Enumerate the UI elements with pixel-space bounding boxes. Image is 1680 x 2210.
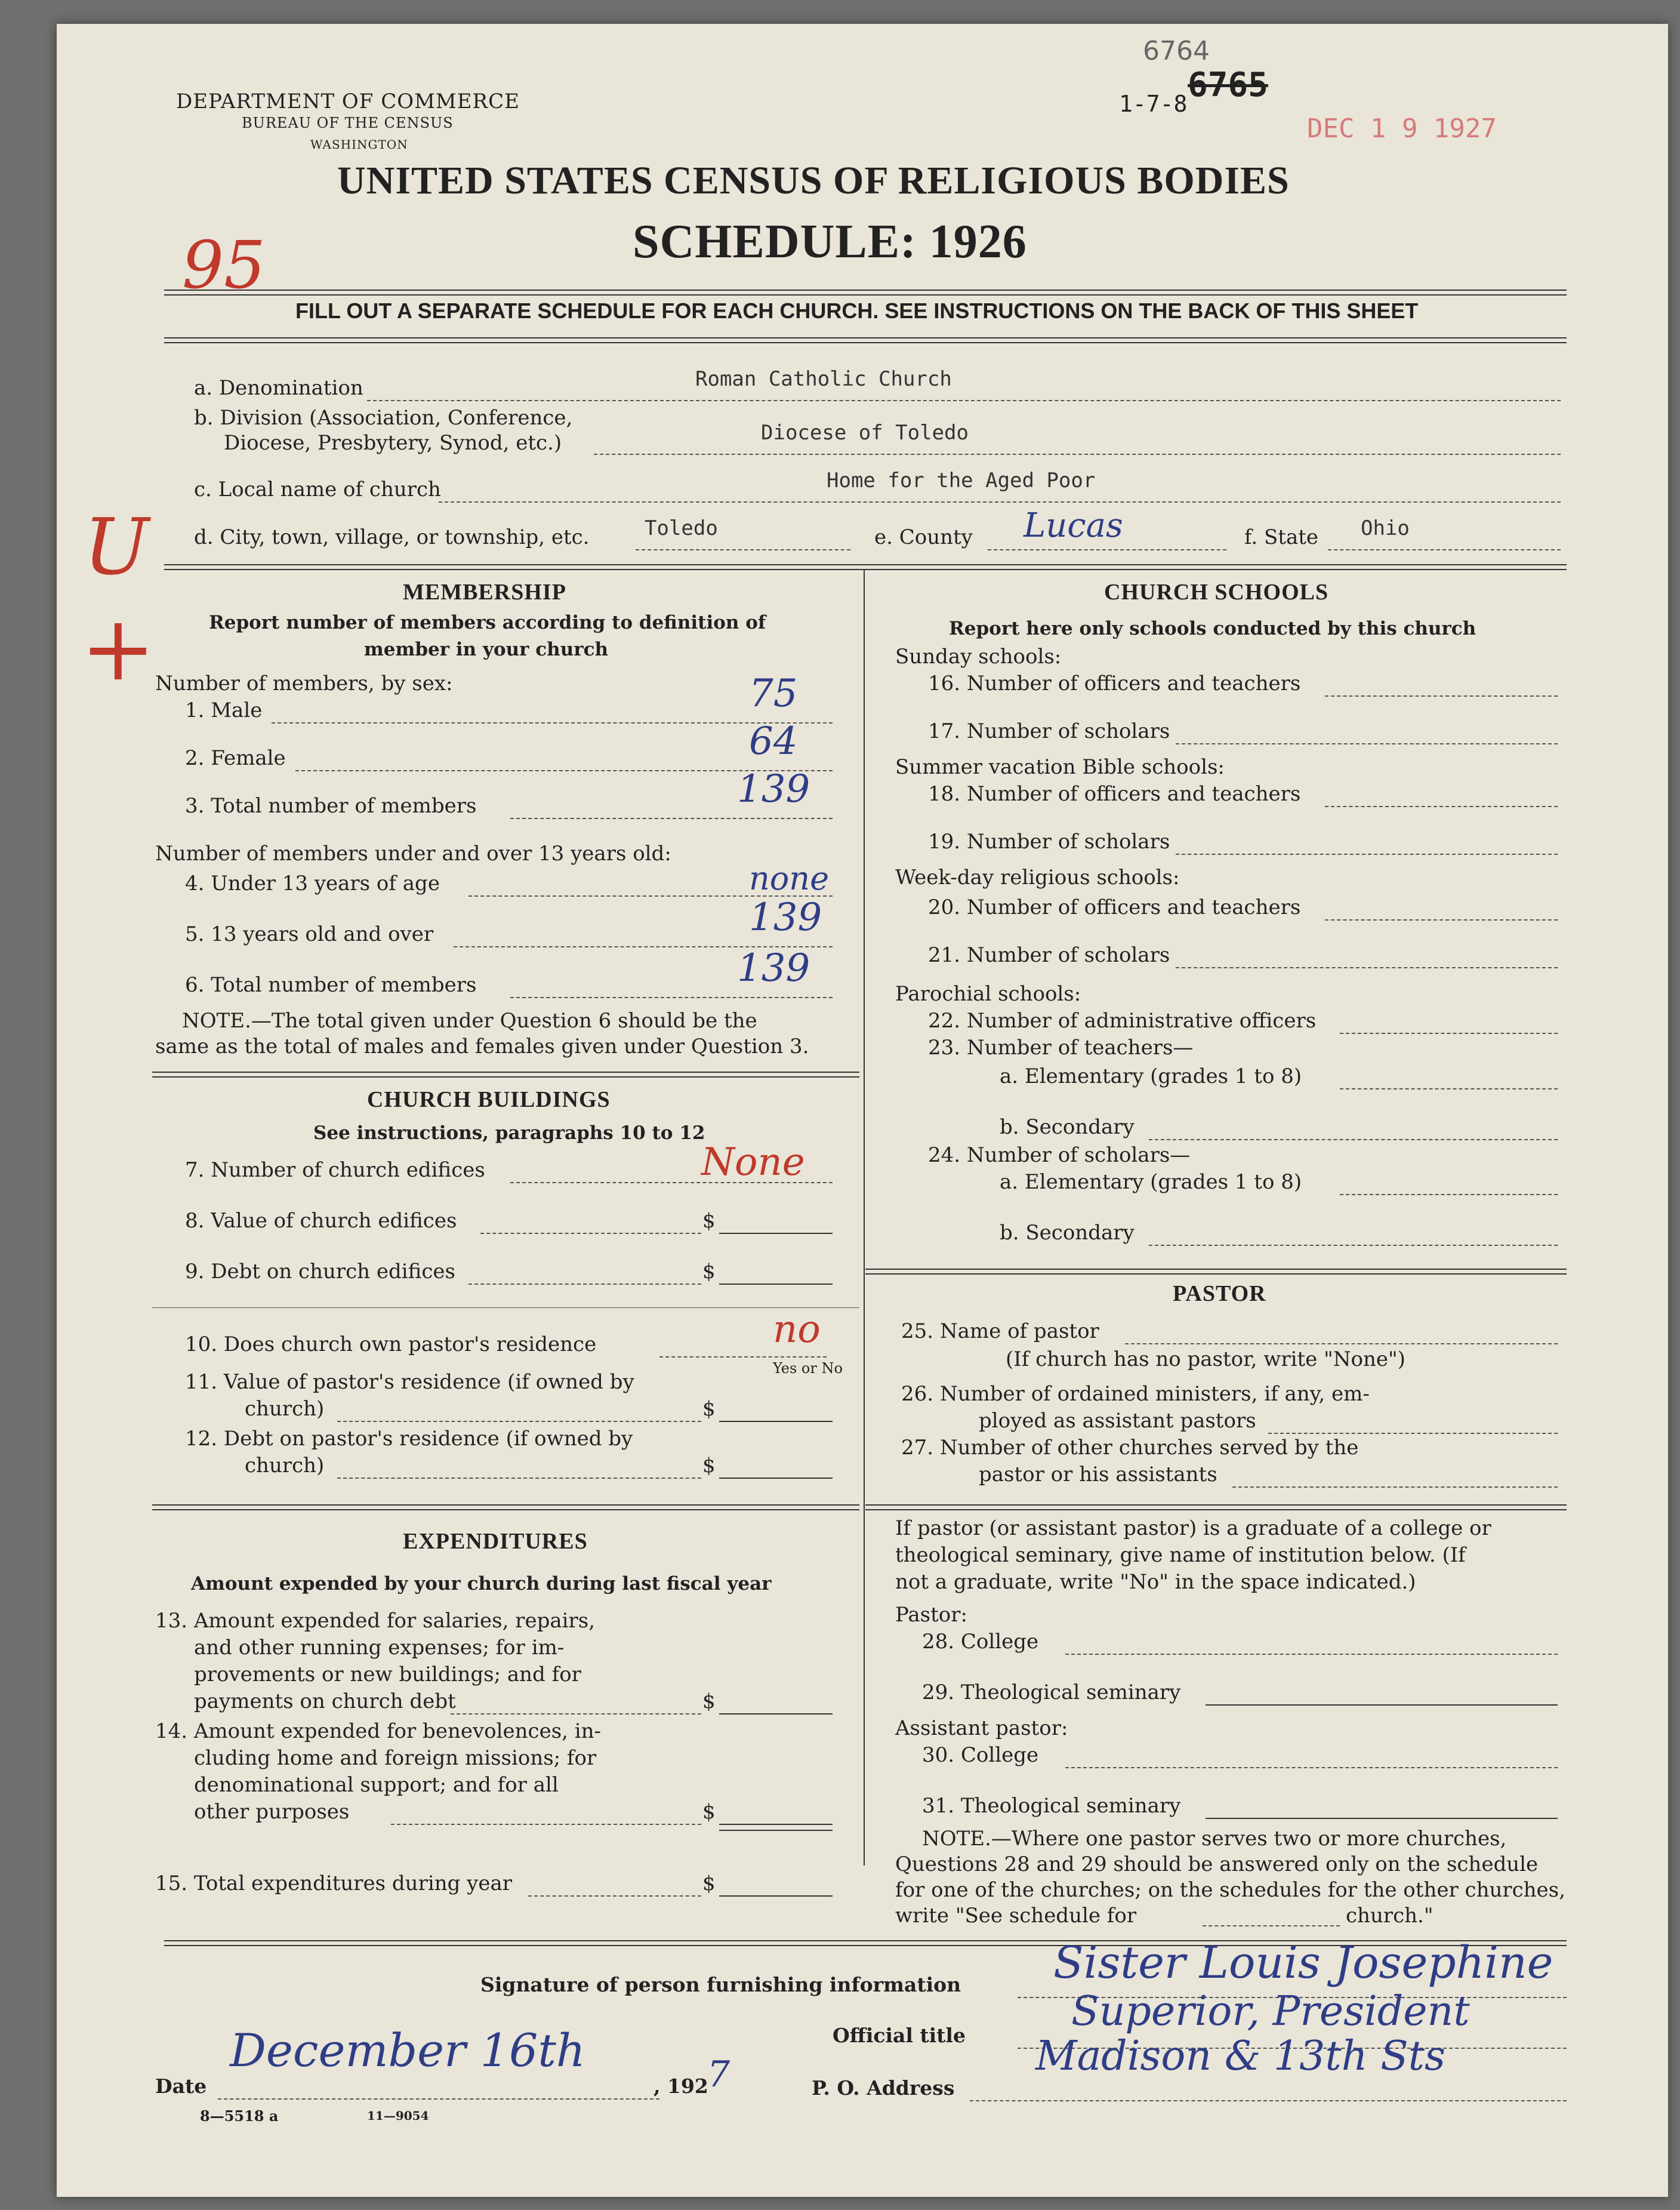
printed-number: 6765 (1188, 66, 1268, 104)
form-title: UNITED STATES CENSUS OF RELIGIOUS BODIES (337, 159, 1290, 202)
year-value[interactable]: 7 (707, 2054, 730, 2095)
q12-label-1: 12. Debt on pastor's residence (if owned by (185, 1427, 633, 1451)
county-value[interactable]: Lucas (1024, 506, 1123, 545)
local-name-value[interactable]: Home for the Aged Poor (827, 469, 1096, 493)
form-code: 1-7-8 (1119, 91, 1188, 117)
q13-label-1: 13. Amount expended for salaries, repairs, (155, 1609, 596, 1633)
q15-dollar: $ (702, 1872, 716, 1895)
q27-label-2: pastor or his assistants (979, 1463, 1217, 1486)
instruction-line: FILL OUT A SEPARATE SCHEDULE FOR EACH CHURCH. SEE INSTRUCTIONS ON THE BACK OF THIS SHEET (295, 298, 1419, 323)
q1-label: 1. Male (185, 698, 263, 722)
schools-subtitle: Report here only schools conducted by this church (949, 618, 1476, 639)
q3-label: 3. Total number of members (185, 794, 477, 818)
q25-label: 25. Name of pastor (901, 1319, 1099, 1343)
pastor-label: Pastor: (895, 1603, 967, 1627)
bureau-name: BUREAU OF THE CENSUS (242, 115, 454, 131)
q6-label: 6. Total number of members (185, 973, 477, 997)
q20-label: 20. Number of officers and teachers (928, 895, 1301, 919)
sunday-label: Sunday schools: (895, 645, 1062, 669)
weekday-label: Week-day religious schools: (895, 866, 1180, 889)
date-value[interactable]: December 16th (230, 2024, 585, 2077)
date-label: Date (155, 2074, 207, 2098)
q25-note: (If church has no pastor, write "None") (1006, 1347, 1405, 1371)
pastor-title: PASTOR (1173, 1281, 1266, 1306)
city-value[interactable]: Toledo (645, 516, 718, 540)
graduate-note-2: theological seminary, give name of institution below. (If (895, 1543, 1466, 1567)
q18-label: 18. Number of officers and teachers (928, 782, 1301, 806)
instruction-rule (164, 337, 1567, 343)
q17-label: 17. Number of scholars (928, 719, 1170, 743)
address-label: P. O. Address (812, 2076, 955, 2100)
schedule-year: SCHEDULE: 1926 (633, 216, 1027, 268)
q22-label: 22. Number of administrative officers (928, 1009, 1317, 1033)
pastor-note-3: for one of the churches; on the schedules for the other churches, (895, 1878, 1565, 1902)
yes-or-no-hint: Yes or No (773, 1360, 843, 1377)
signature-value[interactable]: Sister Louis Josephine (1053, 1937, 1553, 1989)
q14-dollar: $ (702, 1800, 716, 1824)
expenditures-subtitle: Amount expended by your church during last fiscal year (191, 1573, 772, 1595)
official-title-value[interactable]: Superior, President (1071, 1988, 1470, 2035)
membership-subtitle-2: member in your church (364, 639, 609, 660)
q19-label: 19. Number of scholars (928, 830, 1170, 854)
county-label: e. County (874, 525, 973, 549)
q26-label-2: ployed as assistant pastors (979, 1409, 1256, 1433)
q29-label: 29. Theological seminary (922, 1680, 1181, 1704)
q4-value[interactable]: none (749, 860, 830, 897)
q24a-label: a. Elementary (grades 1 to 8) (1000, 1170, 1302, 1194)
membership-title: MEMBERSHIP (403, 580, 566, 605)
q5-value[interactable]: 139 (749, 895, 822, 940)
parochial-label: Parochial schools: (895, 982, 1081, 1006)
q27-label-1: 27. Number of other churches served by the (901, 1436, 1359, 1460)
q26-label-1: 26. Number of ordained ministers, if any, em- (901, 1382, 1370, 1406)
q2-label: 2. Female (185, 746, 286, 770)
q21-label: 21. Number of scholars (928, 943, 1170, 967)
q24-label: 24. Number of scholars— (928, 1143, 1191, 1167)
q4-label: 4. Under 13 years of age (185, 872, 440, 895)
membership-note-2: same as the total of males and females given under Question 3. (155, 1035, 809, 1058)
q14-label-4: other purposes (194, 1800, 350, 1824)
expenditures-title: EXPENDITURES (403, 1529, 588, 1554)
city-name: WASHINGTON (310, 137, 408, 152)
denomination-value[interactable]: Roman Catholic Church (695, 367, 952, 391)
q31-label: 31. Theological seminary (922, 1794, 1181, 1818)
q10-label: 10. Does church own pastor's residence (185, 1332, 597, 1356)
q28-label: 28. College (922, 1630, 1039, 1654)
department-name: DEPARTMENT OF COMMERCE (176, 90, 520, 113)
q24b-label: b. Secondary (1000, 1221, 1135, 1245)
q11-label-1: 11. Value of pastor's residence (if owned by (185, 1370, 634, 1394)
membership-subtitle-1: Report number of members according to definition of (209, 612, 766, 633)
census-schedule-sheet (57, 24, 1668, 2197)
q2-value[interactable]: 64 (749, 719, 798, 764)
state-label: f. State (1244, 525, 1318, 549)
state-value[interactable]: Ohio (1361, 516, 1410, 540)
q12-label-2: church) (245, 1454, 325, 1478)
by-age-label: Number of members under and over 13 years old: (155, 842, 671, 866)
q14-label-2: cluding home and foreign missions; for (194, 1746, 597, 1770)
buildings-title: CHURCH BUILDINGS (367, 1087, 611, 1112)
buildings-subtitle: See instructions, paragraphs 10 to 12 (313, 1122, 705, 1144)
q14-label-3: denominational support; and for all (194, 1773, 559, 1797)
division-value[interactable]: Diocese of Toledo (761, 421, 969, 445)
q11-dollar: $ (702, 1397, 716, 1421)
q13-dollar: $ (702, 1689, 716, 1713)
q3-value[interactable]: 139 (737, 767, 810, 811)
q6-value[interactable]: 139 (737, 946, 810, 990)
q13-label-3: provements or new buildings; and for (194, 1663, 581, 1686)
form-code-2: 11—9054 (367, 2109, 429, 2123)
q13-label-2: and other running expenses; for im- (194, 1636, 565, 1660)
q15-label: 15. Total expenditures during year (155, 1872, 513, 1895)
received-stamp: DEC 1 9 1927 (1307, 113, 1497, 144)
q8-dollar: $ (702, 1209, 716, 1233)
address-value[interactable]: Madison & 13th Sts (1035, 2033, 1445, 2080)
pastor-note-4: write "See schedule for (895, 1904, 1137, 1928)
graduate-note-3: not a graduate, write "No" in the space indicated.) (895, 1570, 1416, 1594)
pastor-note-2: Questions 28 and 29 should be answered only on the schedule (895, 1852, 1539, 1876)
graduate-note-1: If pastor (or assistant pastor) is a graduate of a college or (895, 1516, 1491, 1540)
margin-number: 95 (182, 227, 266, 303)
pastor-note-5: church." (1346, 1904, 1434, 1928)
q9-label: 9. Debt on church edifices (185, 1260, 455, 1283)
form-code-1: 8—5518 a (200, 2107, 279, 2125)
q13-label-4: payments on church debt (194, 1689, 456, 1713)
q14-label-1: 14. Amount expended for benevolences, in- (155, 1719, 602, 1743)
q12-dollar: $ (702, 1454, 716, 1478)
official-title-label: Official title (833, 2024, 966, 2047)
margin-plus: + (81, 597, 156, 701)
assistant-pastor-label: Assistant pastor: (895, 1716, 1068, 1740)
year-prefix: , 192 (653, 2074, 708, 2098)
by-sex-label: Number of members, by sex: (155, 672, 453, 695)
q5-label: 5. 13 years old and over (185, 922, 434, 946)
local-name-label: c. Local name of church (194, 478, 441, 501)
column-divider (864, 570, 865, 1866)
q23b-label: b. Secondary (1000, 1115, 1135, 1139)
q30-label: 30. College (922, 1743, 1039, 1767)
q23a-label: a. Elementary (grades 1 to 8) (1000, 1064, 1302, 1088)
signature-label: Signature of person furnishing information (480, 1973, 961, 1996)
header-rule (164, 290, 1567, 296)
city-label: d. City, town, village, or township, etc. (194, 525, 590, 549)
denomination-label: a. Denomination (194, 376, 363, 400)
q7-value[interactable]: None (701, 1140, 805, 1184)
q11-label-2: church) (245, 1397, 325, 1421)
division-label-2: Diocese, Presbytery, Synod, etc.) (224, 431, 562, 455)
q23-label: 23. Number of teachers— (928, 1036, 1194, 1060)
handwritten-number: 6764 (1143, 36, 1210, 66)
pastor-note-1: NOTE.—Where one pastor serves two or more churches, (922, 1827, 1507, 1851)
membership-note-1: NOTE.—The total given under Question 6 should be the (182, 1009, 757, 1033)
schools-title: CHURCH SCHOOLS (1104, 580, 1329, 605)
q16-label: 16. Number of officers and teachers (928, 672, 1301, 695)
q1-value[interactable]: 75 (749, 672, 798, 716)
q9-dollar: $ (702, 1260, 716, 1283)
q8-label: 8. Value of church edifices (185, 1209, 457, 1233)
division-label-1: b. Division (Association, Conference, (194, 406, 573, 430)
q10-value[interactable]: no (773, 1307, 821, 1352)
margin-mark: U (84, 501, 149, 592)
summer-label: Summer vacation Bible schools: (895, 755, 1225, 779)
q7-label: 7. Number of church edifices (185, 1158, 485, 1182)
